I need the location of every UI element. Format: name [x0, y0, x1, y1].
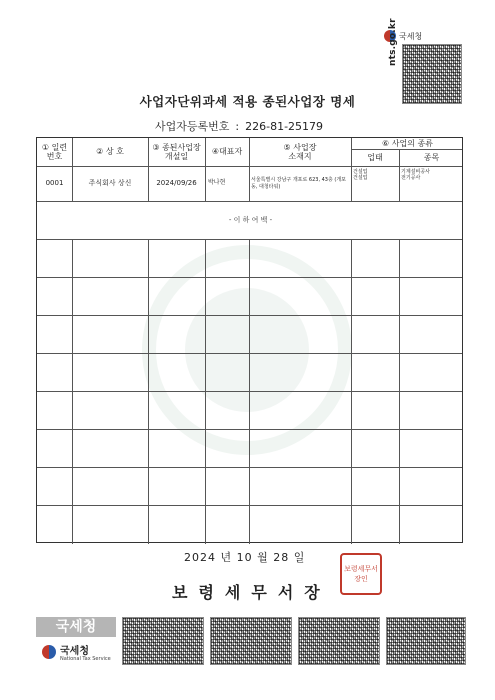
row-item: 기계설비공사 전기공사: [401, 169, 430, 181]
security-barcode: [386, 617, 466, 665]
row-open-date: 2024/09/26: [156, 179, 197, 188]
row-serial: 0001: [45, 179, 64, 188]
row-name: 주식회사 상신: [88, 179, 132, 188]
nts-logo-name: 국세청: [60, 646, 89, 657]
nts-url: nts.go.kr: [388, 18, 398, 66]
header-item: 종목: [423, 152, 440, 162]
nts-logo-box: 국세청: [36, 617, 116, 637]
header-serial: ① 일련 번호: [41, 142, 68, 161]
header-business-type: ⑥ 사업의 종류: [382, 138, 433, 148]
header-open-date: ③ 종된사업장 개설일: [152, 142, 201, 161]
issue-date: 2024 년 10 월 28 일: [184, 551, 306, 564]
row-address: 서울특별시 강남구 개포로 623, 43층 (개포동, 대청타워): [251, 177, 347, 190]
document-title: 사업자단위과세 적용 종된사업장 명세: [139, 94, 356, 109]
nts-logo-bottom: [36, 617, 116, 667]
registration-number: 226-81-25179: [245, 120, 324, 133]
table-col-line: [205, 239, 206, 544]
nts-emblem-icon: [42, 645, 56, 659]
table-col-line: [249, 239, 250, 544]
security-barcode: [210, 617, 292, 665]
end-note: - 이 하 여 백 -: [228, 215, 273, 224]
registration-line: [155, 118, 323, 134]
table-col-line: [399, 239, 400, 544]
row-representative: 박나현: [208, 179, 226, 187]
nts-logo-text: 국세청: [399, 31, 423, 41]
header-address: ⑤ 사업장 소재지: [283, 142, 317, 161]
row-category: 건설업 건설업: [353, 169, 368, 181]
security-barcode: [298, 617, 380, 665]
tax-office-name: 보령세무서장: [172, 583, 331, 602]
table-col-line: [148, 239, 149, 544]
table-col-line: [351, 239, 352, 544]
table-col-line: [72, 239, 73, 544]
seal-text: 보령세무서장인: [344, 565, 378, 583]
official-seal: [340, 553, 382, 595]
header-representative: ④대표자: [211, 147, 243, 157]
registration-colon: :: [235, 120, 240, 133]
header-category: 업태: [367, 152, 383, 162]
registration-label: 사업자등록번호: [155, 120, 230, 133]
security-barcode: [122, 617, 204, 665]
nts-logo-english: National Tax Service: [60, 656, 111, 662]
header-name: ② 상 호: [96, 147, 124, 157]
branch-table: [36, 137, 463, 543]
